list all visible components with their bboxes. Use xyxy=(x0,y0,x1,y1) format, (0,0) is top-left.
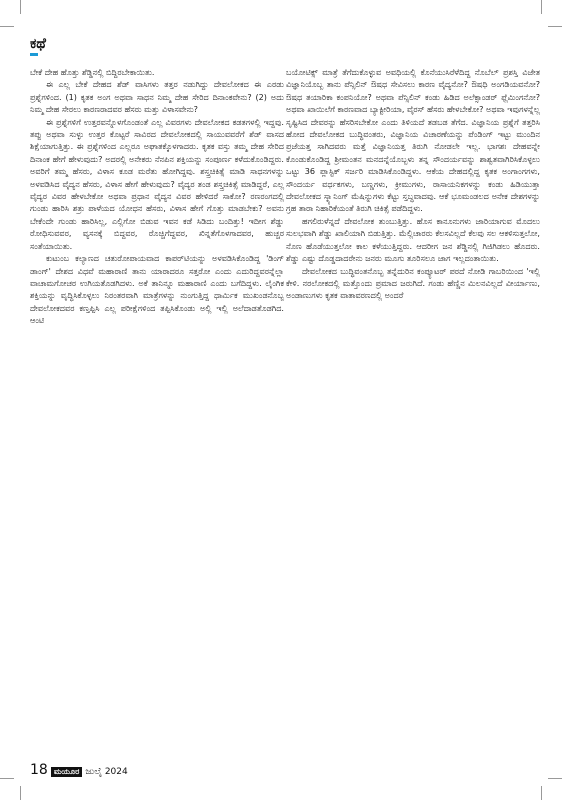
paragraph: ಬಯೋಟಿಕ್ಸ್ ಮಾತ್ರೆ ತೆಗೆದುಕೊಳ್ಳುವ ಅವಧಿಯಲ್ಲಿ ಕೊನೆಯುಸಿರೆಳೆದಿದ್ದ ನೊಬೆಲ್ ಪ್ರಶಸ್ತಿ ವಿಜೇತ ವಿಜ್ಞಾನಿಯೊಬ್ಬ ತಾನು ಪೆನ್ಸಿಲಿನ್ ಔಷಧ ಸೇವಿಸಲು ಕಾರಣ ವೈದ್ಯನೋ? ಔಷಧಿ ಅಂಗಡಿಯವನೋ? ಔಷಧ ತಯಾರಿಕಾ ಕಂಪನಿಯೋ? ಅಥವಾ ಪೆನ್ಸಿಲಿನ್ ಕಂಡು ಹಿಡಿದ ಅಲೆಕ್ಸಾಂಡರ್ ಫ್ಲೆಮಿಂಗನೋ? ಅಥವಾ ಖಾಯಿಲೆಗೆ ಕಾರಣವಾದ ಬ್ಯಾಕ್ಟೀರಿಯಾ, ವೈರಸ್ ಹೆಸರು ಹೇಳಬೇಕೋ? ಅಥವಾ ಇವುಗಳನ್ನೆಲ್ಲ ಸೃಷ್ಟಿಸಿದ ದೇವರನ್ನು ಹೆಸರಿಸಬೇಕೋ ಎಂದು ತಿಳಿಯದೆ ತಡಬಡ ತೆಗೆದ. ವಿಜ್ಞಾನಿಯ ಪ್ರಶ್ನೆಗೆ ತತ್ತರಿಸಿ ಹೋದ ದೇವಲೋಕದ ಬುದ್ಧಿವಂತರು, ವಿಜ್ಞಾನಿಯ ವಿಚಾರಣೆಯನ್ನು ಪೆಂಡಿಂಗ್ ಇಟ್ಟು ಮುಂದಿನ ಪ್ರಜೆಯತ್ತ ಸಾಗಿದವರು ಮತ್ತೆ ವಿಜ್ಞಾನಿಯತ್ತ ತಿರುಗಿ ನೋಡಲೇ ಇಲ್ಲ. ಭಾಗಶಃ ದೇಹವನ್ನೇ ಕೊಂಡುಕೊಂಡಿದ್ದ ಶ್ರೀಮಂತನ ಮನದನ್ನೆಯೊಬ್ಬಳು ತನ್ನ ಸೌಂದರ್ಯವನ್ನು ಶಾಶ್ವತವಾಗಿರಿಸಿಕೊಳ್ಳಲು ಒಟ್ಟು 36 ಪ್ಲಾಸ್ಟಿಕ್ ಸರ್ಜರಿ ಮಾಡಿಸಿಕೊಂಡಿದ್ದಳು. ಆಕೆಯ ದೇಹದಲ್ಲಿದ್ದ ಕೃತಕ ಅಂಗಾಂಗಗಳು, ಸೌಂದರ್ಯ ವರ್ಧಕಗಳು, ಬಣ್ಣಗಳು, ಕ್ರೀಮುಗಳು, ರಾಸಾಯನಿಕಗಳನ್ನು ಕಂಡು ಹಿಡಿಯುತ್ತಾ ದೇವಲೋಕದ ಸ್ಕ್ಯಾನಿಂಗ್ ಮೆಷಿನ್ನುಗಳು ಕೆಟ್ಟು ಸ್ತಬ್ಧವಾದವು. ಆಕೆ ಭೂಮಂಡಲದ ಅನೇಕ ದೇಶಗಳನ್ನು ಗ್ರಹ ತಾರಾ ನಿಹಾರಿಕೆಯಂತೆ ತಿರುಗಿ ಚಿಕಿತ್ಸೆ ಪಡೆದಿದ್ದಳು. xyxy=(286,67,540,214)
crop-mark xyxy=(541,0,542,14)
crop-mark xyxy=(0,778,14,779)
article-column-right xyxy=(286,66,540,302)
issue-date: ಜುಲೈ 2024 xyxy=(85,767,128,777)
paragraph: ಹಗಲಿರುಳೆನ್ನದೆ ದೇವಲೋಕ ತುಂಬುತ್ತಿತ್ತು. ಹೊಸ ಕಾನೂನುಗಳು ಜಾರಿಯಾಗುವ ಮೊದಲು ಸುಲಭವಾಗಿ ಶೆಡ್ಡು ಖಾಲಿಯಾಗಿ ಬಿಡುತ್ತಿತ್ತು. ಮೆಲ್ಲಿಚಾರರು ಕೆಲಸವಿಲ್ಲದೆ ಕೆಲವು ಸಲ ಆಕಳಿಸುತ್ತಲೋ, ನೊಣ ಹೊಡೆಯುತ್ತಲೋ ಕಾಲ ಕಳೆಯುತ್ತಿದ್ದರು. ಆದರೀಗ ಜನ ಶೆಡ್ಡಿನಲ್ಲಿ ಗಿಜಿಗಿಡಲು ಹೊದರು. ಶೆಡ್ಡು ಎಷ್ಟು ದೊಡ್ಡದಾದರೇನು ಜನರು ಮೂಗು ತೂರಿಸಲೂ ಜಾಗ ಇಲ್ಲದಂತಾಯಿತು. xyxy=(286,215,540,264)
crop-mark xyxy=(0,26,14,27)
page-number: 18 xyxy=(30,762,48,778)
crop-mark xyxy=(20,0,21,14)
paragraph: ಬೇಕೆ ದೇಹ ಹೊತ್ತು ಶೆಡ್ಡಿನಲ್ಲಿ ಬಿದ್ದಿರಬೇಕಾಯಿತು. xyxy=(30,67,155,77)
paragraph: ಈ ಎಲ್ಲ ಬೇಕೆ ದೇಹದ ಶೆಡ್ ವಾಸಿಗಳು ತತ್ತರ ನಡುಗಿದ್ದು ದೇವಲೋಕದ ಈ ಎರಡು ಪ್ರಶ್ನೆಗಳಿಂದ. (1) ಕೃತಕ ಅಂಗ ಅಥವಾ ಸಾಧನ ನಿಮ್ಮ ದೇಹ ಸೇರಿದ ದಿನಾಂಕವೇನು? (2) ಅದು ನಿಮ್ಮ ದೇಹ ಸೇರಲು ಕಾರಣರಾದವರ ಹೆಸರು ಮತ್ತು ವಿಳಾಸವೇನು? xyxy=(30,79,284,115)
magazine-logo: ಮಯೂರ xyxy=(51,767,83,777)
paragraph: ಕುಟುಂಬ ಕಲ್ಯಾಣದ ಚತುರೋಪಾಯವಾದ ಕಾಪರ್‌ಟಿಯನ್ನು ಅಳವಡಿಸಿಕೊಂಡಿದ್ದ 'ಡಿಂಗ್ ಡಾಂಗ್' ದೇಶದ ವಿಧವೆ ಮಹಾರಾಣಿ ತಾನು ಯಾರಾದರೂ ಸತ್ತರೋ ಎಂದು ಎದುರಿದ್ದವರನ್ನೆಲ್ಲಾ ವಾಚಾಮಗೋಚರ ಉಗಿಯತೊಡಗಿದಳು. ಅಕೆ ತಾನಿನ್ನೂ ಮಹಾರಾಣಿ ಎಂದು ಬಗೆದಿದ್ದಳು. ಲೈಂಗಿಕ ಶಕ್ತಿಯನ್ನು ವೃದ್ಧಿಸಿಕೊಳ್ಳಲು ನಿರಂತರವಾಗಿ ಮಾತ್ರೆಗಳನ್ನು ನುಂಗುತ್ತಿದ್ದ ಧಾರ್ಮಿಕ ಮುಖಂಡನೊಬ್ಬ ದೇವಲೋಕದವರ ಕಣ್ತಪ್ಪಿಸಿ ಎಲ್ಲ ಪರೀಕ್ಷೆಗಳಿಂದ ತಪ್ಪಿಸಿಕೊಂಡು ಅಲ್ಲಿ ಇಲ್ಲಿ ಅಲೆದಾಡತೊಡಗಿದ. ಆಂಟಿ xyxy=(30,253,284,326)
section-title-underline xyxy=(30,53,38,56)
article-column-left xyxy=(30,66,284,327)
crop-mark xyxy=(548,26,562,27)
page-header xyxy=(30,36,46,56)
section-title: ಕಥೆ xyxy=(30,36,46,52)
crop-mark xyxy=(20,786,21,800)
page-footer xyxy=(30,762,128,778)
crop-mark xyxy=(541,786,542,800)
paragraph: ದೇವಲೋಕದ ಬುದ್ಧಿವಂತನೊಬ್ಬ ತನ್ನೆದುರಿನ ಕಂಪ್ಯೂಟರ್ ಪರದೆ ನೋಡಿ ಗಾಬರಿಯಿಂದ 'ಇಲ್ಲಿ ಕೇಳಿ. ನರಲೋಕದಲ್ಲಿ ಮತ್ತೊಂದು ಪ್ರಮಾದ ಜರುಗಿದೆ. ಗಂಡು ಹೆಣ್ಣಿನ ಮಿಲನವಿಲ್ಲದೆ ವೀರ್ಯಾಣು, ಅಂಡಾಣುಗಳು ಕೃತಕ ವಾತಾವರಣದಲ್ಲಿ ಅಂದರೆ xyxy=(286,265,540,301)
crop-mark xyxy=(548,778,562,779)
paragraph: ಈ ಪ್ರಶ್ನೆಗಳಿಗೆ ಉತ್ತರವನ್ನೊಳಗೊಂಡಂತೆ ಎಲ್ಲ ವಿವರಗಳು ದೇವಲೋಕದ ಕಡತಗಳಲ್ಲಿ ಇದ್ದವು. ತಪ್ಪು ಅಥವಾ ಸುಳ್ಳು ಉತ್ತರ ಕೊಟ್ಟರೆ ಸಾವಿರದ ದೇವಲೋಕದಲ್ಲಿ ಸಾಯುವವರೆಗೆ ಶೆಡ್ ವಾಸದ ಶಿಕ್ಷೆಯಾಗುತ್ತಿತ್ತು. ಈ ಪ್ರಶ್ನೆಗಳಿಂದ ಎಲ್ಲರೂ ಅಘಾತಕ್ಕೊಳಗಾದರು. ಕೃತಕ ವಸ್ತು ತಮ್ಮ ದೇಹ ಸೇರಿದ ದಿನಾಂಕ ಹೇಗೆ ಹೇಳುವುದು? ಅದರಲ್ಲಿ ಅನೇಕರು ನೆನಪಿನ ಶಕ್ತಿಯನ್ನು ಸಂಪೂರ್ಣ ಕಳೆದುಕೊಂಡಿದ್ದರು. ಅವರಿಗೆ ತಮ್ಮ ಹೆಸರು, ವಿಳಾಸ ಕೂಡ ಮರೆತು ಹೋಗಿದ್ದವು. ಶಸ್ತ್ರಚಿಕಿತ್ಸೆ ಮಾಡಿ ಸಾಧನಗಳನ್ನು ಅಳವಡಿಸಿದ ವೈದ್ಯನ ಹೆಸರು, ವಿಳಾಸ ಹೇಗೆ ಹೇಳುವುದು? ವೈದ್ಯರ ತಂಡ ಶಸ್ತ್ರಚಿಕಿತ್ಸೆ ಮಾಡಿದ್ದರೆ, ಎಲ್ಲ ವೈದ್ಯರ ವಿವರ ಹೇಳಬೇಕೋ ಅಥವಾ ಪ್ರಧಾನ ವೈದ್ಯನ ವಿವರ ಹೇಳಿದರೆ ಸಾಕೋ? ರಣರಂಗದಲ್ಲಿ ಗುಂಡು ಹಾರಿಸಿ ಶತ್ರು ಪಾಳೆಯದ ಯೋಧನ ಹೆಸರು, ವಿಳಾಸ ಹೇಗೆ ಗೊತ್ತು ಮಾಡಬೇಕು? ಅವನು ಬೇಕೆಂದೇ ಗುಂಡು ಹಾರಿಸಿಲ್ಲ, ಎಲ್ಲಿಗೋ ಬಿಡುವ ಇವನ ಕಡೆ ಸಿಡಿದು ಬಂದಿತ್ತು! ಇದೀಗ ಶೆಡ್ಡು ರೋಧಿಸುವವರ, ವ್ಯಸನಕ್ಕೆ ಬಿದ್ದವರ, ರೊಚ್ಚಿಗೆದ್ದವರ, ಖಿನ್ನತೆಗೊಳಗಾದವರ, ಹುಚ್ಚರ ಸಂತೆಯಾಯಿತು. xyxy=(30,116,284,251)
